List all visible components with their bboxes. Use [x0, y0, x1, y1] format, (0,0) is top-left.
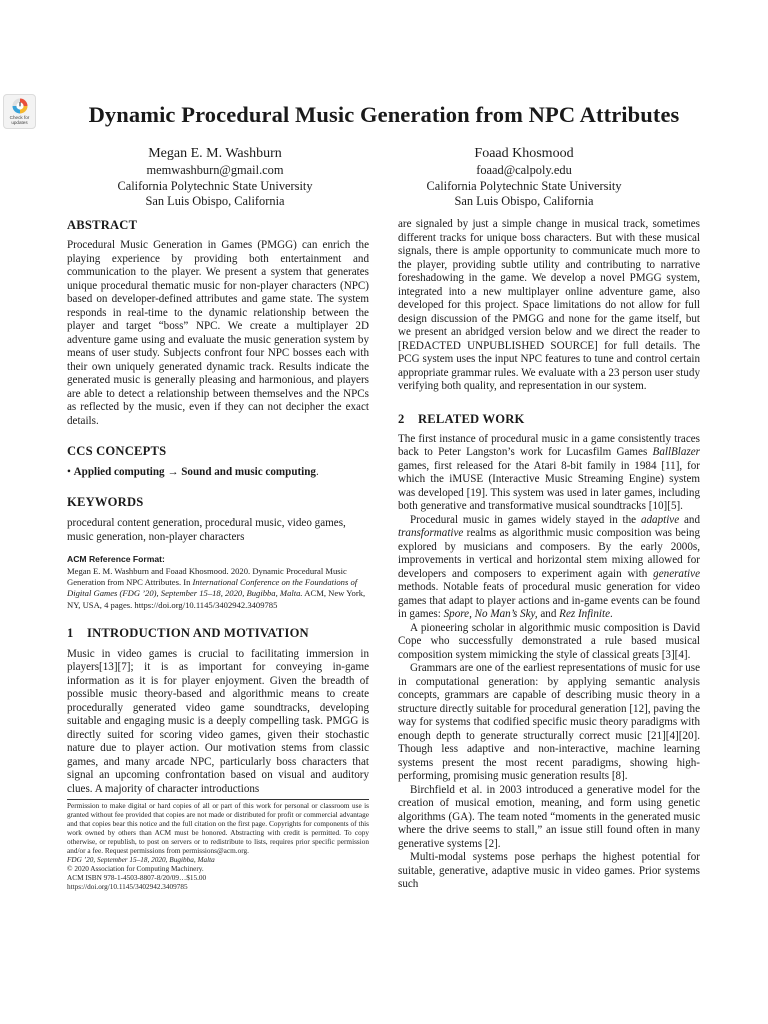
copyright-footnote	[67, 799, 369, 892]
p2-adaptive: adaptive	[640, 513, 680, 526]
p2-d: methods. Notable feats of procedural music generation for video games that adapt to player actions and in-game events can be found in games:	[398, 581, 700, 620]
p2-a: Procedural music in games widely stayed in the	[410, 513, 641, 526]
ccs-item-applied: Applied computing	[73, 466, 165, 478]
related-work-paragraph-3: A pioneering scholar in algorithmic music composition is David Cope who successfully demonstrated a rule based musical composition system mimicking the style of classical greats [3][4].	[398, 621, 700, 661]
ccs-bullet: •	[67, 466, 71, 478]
copyright-line: © 2020 Association for Computing Machinery.	[67, 865, 204, 873]
related-work-paragraph-5: Birchfield et al. in 2003 introduced a generative model for the creation of musical emotion, meaning, and form using genetic algorithms (GA). The team noted “moments in the generated music where the drive seems to stall,” an issue still found often in many generative systems [2].	[398, 783, 700, 850]
p2-generative: generative	[653, 567, 700, 580]
intro-continued-text: are signaled by just a simple change in musical track, sometimes different tracks for unique boss characters. But with these musical signals, there is ample opportunity to communicate much more to the player, providing subtle utility and contributing to narrative foreshadowing in the game. We develop a novel PMGG system, integrated into a new multiplayer online adventure game, also developed for this project. Space limitations do not allow for full design discussion of the PMGG and none for the game itself, but we present an abridged version below and we direct the reader to [REDACTED UNPUBLISHED SOURCE] for full details. The PCG system uses the input NPC features to tune and control certain appropriate grammar rules. We evaluate with a 23 person user study verifying both quality, and representation in our system.	[398, 218, 700, 392]
section-1-title: INTRODUCTION AND MOTIVATION	[87, 625, 309, 640]
keywords-heading: KEYWORDS	[67, 495, 144, 509]
right-column	[398, 218, 700, 892]
isbn-line: ACM ISBN 978-1-4503-8807-8/20/09…$15.00	[67, 874, 207, 882]
p2-e: and	[537, 608, 560, 620]
arrow-icon: →	[167, 466, 179, 478]
paper-title: Dynamic Procedural Music Generation from NPC Attributes	[88, 102, 680, 127]
conference-text: FDG ’20, September 15–18, 2020, Bugibba, Malta	[67, 856, 215, 864]
author-email: memwashburn@gmail.com	[146, 163, 284, 177]
author-block-1	[65, 145, 365, 210]
ccs-heading: CCS CONCEPTS	[67, 444, 167, 458]
ref-venue: International Conference on the Foundations of Digital Games (FDG ’20), September 15–18, 2020, Bugibba, Malta.	[67, 577, 358, 599]
section-1-heading	[67, 626, 369, 641]
related-work-paragraph-4: Grammars are one of the earliest representations of music for use in computational generation: by applying semantic analysis concepts, grammars are capable of describing music theory in a structure directly suitable for procedural generation [12], paving the way for systems that codified specific music theory paradigms with enough depth to generate structurally correct music [21][4][20]. Though less adaptive and non-interactive, machine learning systems present the most recent paradigms, showing high-performing, promising music generation results [8].	[398, 662, 700, 782]
section-2-heading	[398, 412, 700, 427]
ccs-concepts	[67, 465, 369, 479]
ccs-end: .	[315, 466, 319, 478]
conference-line	[67, 856, 369, 865]
p1-text-b: games, first released for the Atari 8-bit family in 1984 [11], for which the iMUSE (Interactive Music Streaming Engine) system was developed [19]. This system was used in later games, including both generative and transformative musical soundtracks [10][5].	[398, 459, 700, 512]
related-work-paragraph-1	[398, 433, 700, 514]
doi-link[interactable]: https://doi.org/10.1145/3402942.3409785	[67, 883, 188, 891]
p2-b: and	[679, 513, 700, 526]
author-email: foaad@calpoly.edu	[476, 163, 572, 177]
badge-line-1: Check for	[9, 115, 30, 120]
abstract-text: Procedural Music Generation in Games (PMGG) can enrich the playing experience by providing both entertainment and communication to the player. We present a system that generates unique procedural thematic music for non-player characters (NPC) based on developer-defined attributes and game state. The system responds in real-time to the dynamic relationship between the player and target “boss” NPC. We create a multiplayer 2D adventure game using and evaluate the music generation system by means of user study. Subjects confront four NPC bosses each with their own uniquely generated dynamic track. Results indicate the generated music is generally pleasing and harmonious, and players are able to detect a relationship between themselves and the NPCs as reflected by the music, even if they can not decipher the exact details.	[67, 239, 369, 427]
p1-text-a: The first instance of procedural music in a game consistently traces back to Peter Langston’s work for Lucasfilm Games	[398, 432, 700, 458]
left-column	[67, 218, 369, 796]
section-1-text: Music in video games is crucial to facilitating immersion in players[13][7]; it is as important for conveying in-game information as it is for player enjoyment. Given the breadth of possible music theory-based and algorithmic means to create procedurally generated video game soundtracks, developing suitable and engaging music is a deeply compelling task. PMGG is directly suited for scoring video games, given their stochastic nature due to player action. Our motivation stems from classic games, and many arcade NPC, particularly boss characters that signal an upcoming confrontation based on visual and auditory clues. A majority of character introductions	[67, 647, 369, 795]
author-block-2	[374, 145, 674, 210]
p2-games: Spore, No Man’s Sky,	[443, 608, 538, 620]
p2-rez: Rez Infinite	[559, 608, 611, 620]
author-affiliation: California Polytechnic State University	[117, 178, 313, 193]
p2-f: .	[610, 608, 613, 620]
p2-transformative: transformative	[398, 527, 464, 539]
author-location: San Luis Obispo, California	[145, 194, 285, 209]
p1-game: BallBlazer	[652, 446, 700, 458]
permission-notice: Permission to make digital or hard copies of all or part of this work for personal or classroom use is granted without fee provided that copies are not made or distributed for profit or commercial advantage and that copies bear this notice and the full citation on the first page. Copyrights for components of this work owned by others than ACM must be honored. Abstracting with credit is permitted. To copy otherwise, or republish, to post on servers or to redistribute to lists, requires prior specific permission and/or a fee. Request permissions from permissions@acm.org.	[67, 802, 369, 855]
ccs-item-sound: Sound and music computing	[181, 466, 316, 478]
keywords-text: procedural content generation, procedural music, video games, music generation, non-player characters	[67, 517, 346, 543]
related-work-paragraph-6: Multi-modal systems pose perhaps the highest potential for suitable, generative, adaptive music in video games. Prior systems such	[398, 851, 700, 890]
section-2-title: RELATED WORK	[418, 411, 525, 426]
section-1-number: 1	[67, 625, 74, 640]
author-name: Foaad Khosmood	[474, 146, 574, 161]
reference-format-text	[67, 566, 369, 611]
abstract-heading: ABSTRACT	[67, 218, 138, 232]
ref-text-b: ACM, New York, NY, USA, 4 pages. https://doi.org/10.1145/3402942.3409785	[67, 588, 366, 610]
badge-line-2: updates	[11, 120, 28, 125]
p2-c: realms as algorithmic music composition was being explored by musicians and composers. By the early 2000s, improvements in vertical and horizontal stem mixing allowed for developers and composers to experiment again with	[398, 527, 700, 580]
author-affiliation: California Polytechnic State University	[426, 178, 622, 193]
ref-text-a: Megan E. M. Washburn and Foaad Khosmood. 2020. Dynamic Procedural Music Generation from NPC Attributes. In	[67, 566, 347, 588]
author-location: San Luis Obispo, California	[454, 194, 594, 209]
author-name: Megan E. M. Washburn	[148, 146, 282, 161]
related-work-paragraph-2	[398, 514, 700, 622]
section-2-number: 2	[398, 411, 405, 426]
reference-format-heading: ACM Reference Format:	[67, 554, 165, 564]
